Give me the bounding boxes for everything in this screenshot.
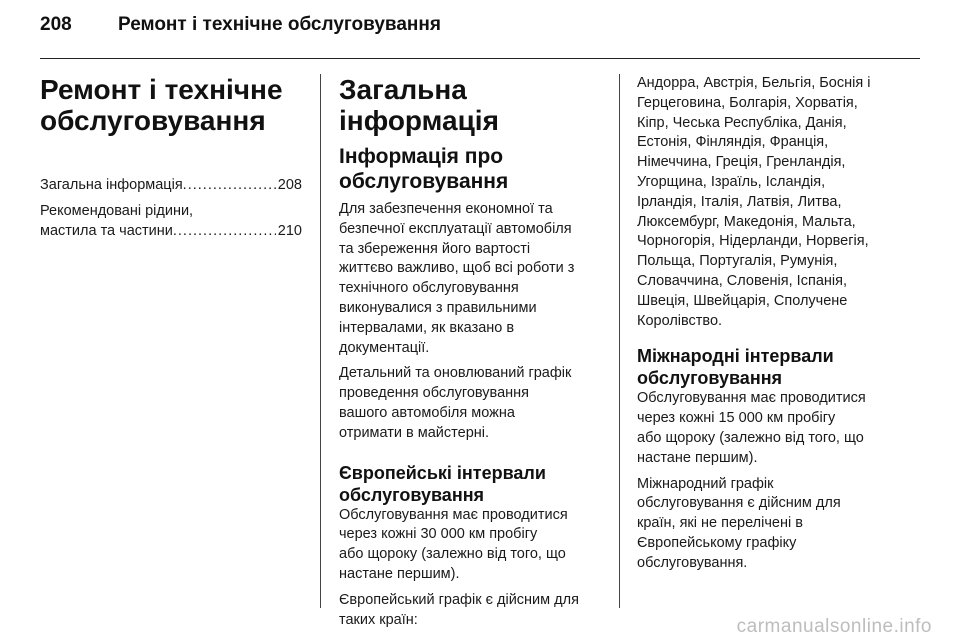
- chapter-title: Ремонт і технічне обслуговування: [40, 74, 283, 136]
- paragraph-european-countries-intro: Європейський графік є дійсним для таких країн:: [339, 591, 579, 628]
- subsection-title-international: Міжнародні інтервали обслуговування: [637, 346, 834, 389]
- toc-entry-label: Загальна інформація: [40, 177, 183, 193]
- general-info-column: [339, 74, 605, 636]
- paragraph-international-interval: Обслуговування має проводитися через кожні 15 000 км пробігу або щороку (залежно від того, що настане першим).: [637, 390, 866, 466]
- paragraph-schedule: Детальний та оновлюваний графік проведення обслуговування вашого автомобіля можна отримати в майстерні.: [339, 365, 572, 441]
- paragraph-country-list: Андорра, Австрія, Бельгія, Боснія і Герцеговина, Болгарія, Хорватія, Кіпр, Чеська Республіка, Данія, Естонія, Фінляндія, Франція, Німеччина, Греція, Гренландія, Угорщина, Ізраїль, Ісландія, Ірландія, Італія, Латвія, Литва, Люксембург, Македонія, Мальта, Чорногорія, Нідерланди, Норвегія, Польща, Португалія, Румунія, Словаччина, Словенія, Іспанія, Швеція, Швейцарія, Сполучене Королівство.: [637, 75, 871, 329]
- toc-leader: [173, 222, 276, 242]
- column-divider-2: [619, 74, 620, 608]
- watermark: carmanualsonline.info: [736, 616, 932, 637]
- column-divider-1: [320, 74, 321, 608]
- toc-entry-page: 210: [277, 222, 302, 239]
- toc-entry-label: мастила та частини: [40, 222, 173, 239]
- table-of-contents: [40, 176, 302, 241]
- subsection-title-european: Європейські інтервали обслуговування: [339, 462, 546, 505]
- section-title: Загальна інформація: [339, 74, 499, 136]
- header-divider: [40, 58, 920, 59]
- chapter-column: [40, 74, 302, 247]
- paragraph-international-validity: Міжнародний графік обслуговування є дійсним для країн, які не перелічені в Європейському графіку обслуговування.: [637, 475, 841, 571]
- toc-entry[interactable]: [40, 176, 302, 196]
- subsection-title: Інформація про обслуговування: [339, 145, 509, 193]
- toc-entry[interactable]: [40, 202, 302, 242]
- paragraph-european-interval: Обслуговування має проводитися через кожні 30 000 км пробігу або щороку (залежно від того, що настане першим).: [339, 506, 568, 582]
- running-title: Ремонт і технічне обслуговування: [118, 14, 441, 35]
- toc-leader: [183, 176, 276, 196]
- countries-column: [637, 74, 923, 580]
- paragraph-intro: Для забезпечення економної та безпечної експлуатації автомобіля та збереження його вартості життєво важливо, щоб всі роботи з технічного обслуговування виконувалися з правильними інтервалами, як вказано в документації.: [339, 201, 575, 356]
- page-header: [40, 14, 920, 36]
- toc-entry-page: 208: [277, 177, 302, 193]
- page-number: 208: [40, 14, 72, 35]
- toc-entry-label: Рекомендовані рідини,: [40, 202, 194, 219]
